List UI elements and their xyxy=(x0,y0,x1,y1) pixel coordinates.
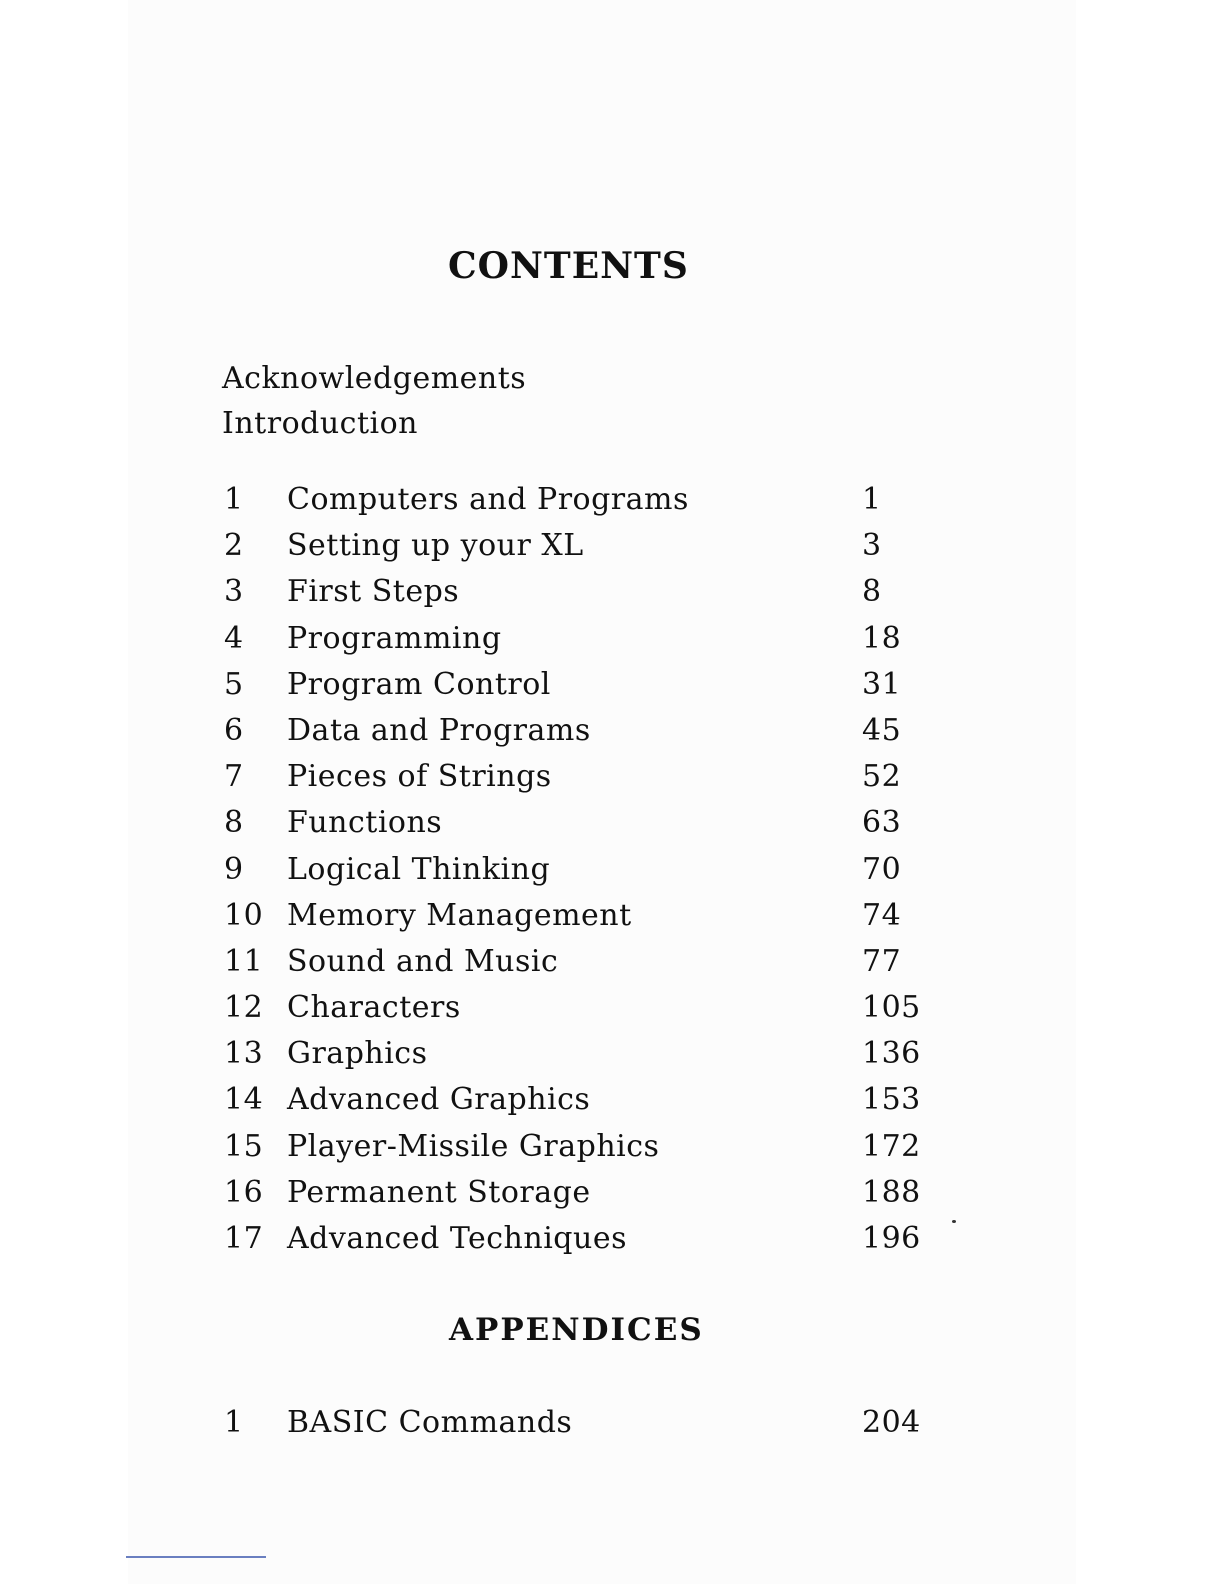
chapter-number: 5 xyxy=(224,666,244,702)
chapter-number: 10 xyxy=(224,897,264,933)
chapter-page: 77 xyxy=(862,943,902,979)
chapter-page: 18 xyxy=(862,620,902,656)
chapter-title: Characters xyxy=(287,990,461,1026)
chapter-number: 6 xyxy=(224,712,244,748)
chapter-row xyxy=(222,893,942,939)
chapter-row xyxy=(222,985,942,1031)
chapter-row xyxy=(222,1031,942,1077)
chapter-number: 16 xyxy=(224,1174,264,1210)
chapter-title: Programming xyxy=(287,620,502,656)
chapter-title: Computers and Programs xyxy=(287,482,689,517)
chapter-number: 8 xyxy=(224,805,244,841)
chapter-title: Program Control xyxy=(287,666,551,702)
chapter-page: 105 xyxy=(862,990,921,1026)
chapter-title: Player-Missile Graphics xyxy=(287,1128,660,1164)
chapter-page: 63 xyxy=(862,805,902,841)
appendices-heading: APPENDICES xyxy=(449,1312,704,1348)
chapter-title: Setting up your XL xyxy=(287,528,584,564)
front-matter-list xyxy=(222,356,526,446)
appendix-row xyxy=(222,1400,942,1446)
chapter-page: 1 xyxy=(862,482,882,517)
chapter-row xyxy=(222,800,942,846)
scan-speck xyxy=(952,1220,956,1223)
chapter-row xyxy=(222,662,942,708)
chapter-title: Memory Management xyxy=(287,897,632,933)
chapter-number: 9 xyxy=(224,851,244,887)
chapter-page: 8 xyxy=(862,574,882,610)
chapter-number: 13 xyxy=(224,1036,264,1072)
chapter-number: 7 xyxy=(224,759,244,795)
appendix-title: BASIC Commands xyxy=(287,1405,573,1440)
chapter-row xyxy=(222,939,942,985)
chapter-number: 2 xyxy=(224,528,244,564)
chapter-row xyxy=(222,754,942,800)
chapter-number: 4 xyxy=(224,620,244,656)
chapter-number: 1 xyxy=(224,482,244,517)
chapter-row xyxy=(222,1216,942,1262)
chapter-page: 136 xyxy=(862,1036,921,1072)
chapter-page: 3 xyxy=(862,528,882,564)
appendix-list xyxy=(222,1400,942,1446)
chapter-row xyxy=(222,1170,942,1216)
chapter-row xyxy=(222,616,942,662)
chapter-title: Logical Thinking xyxy=(287,851,551,887)
front-matter-item-introduction: Introduction xyxy=(222,406,418,441)
chapter-page: 70 xyxy=(862,851,902,887)
chapter-number: 11 xyxy=(224,943,264,979)
chapter-row xyxy=(222,847,942,893)
scan-edge-line xyxy=(126,1556,266,1558)
chapter-title: Permanent Storage xyxy=(287,1174,591,1210)
chapter-page: 172 xyxy=(862,1128,921,1164)
chapter-page: 31 xyxy=(862,666,902,702)
chapter-page: 196 xyxy=(862,1221,921,1256)
chapter-number: 14 xyxy=(224,1082,264,1118)
chapter-page: 74 xyxy=(862,897,902,933)
appendix-page: 204 xyxy=(862,1405,921,1440)
chapter-row xyxy=(222,523,942,569)
chapter-number: 17 xyxy=(224,1221,264,1256)
appendix-number: 1 xyxy=(224,1405,244,1440)
chapter-row xyxy=(222,477,942,523)
chapter-page: 45 xyxy=(862,712,902,748)
page-title: CONTENTS xyxy=(448,245,689,287)
chapter-title: Advanced Techniques xyxy=(287,1221,627,1256)
chapter-title: Data and Programs xyxy=(287,712,591,748)
chapter-row xyxy=(222,708,942,754)
chapter-row xyxy=(222,569,942,615)
chapter-number: 3 xyxy=(224,574,244,610)
chapter-title: Functions xyxy=(287,805,443,841)
chapter-number: 15 xyxy=(224,1128,264,1164)
chapter-row xyxy=(222,1077,942,1123)
chapter-page: 52 xyxy=(862,759,902,795)
chapter-title: Sound and Music xyxy=(287,943,559,979)
chapter-title: First Steps xyxy=(287,574,460,610)
chapter-page: 188 xyxy=(862,1174,921,1210)
chapter-list xyxy=(222,477,942,1262)
chapter-page: 153 xyxy=(862,1082,921,1118)
chapter-title: Graphics xyxy=(287,1036,428,1072)
chapter-title: Advanced Graphics xyxy=(287,1082,591,1118)
chapter-row xyxy=(222,1124,942,1170)
chapter-number: 12 xyxy=(224,990,264,1026)
chapter-title: Pieces of Strings xyxy=(287,759,552,795)
front-matter-item-acknowledgements: Acknowledgements xyxy=(222,361,527,396)
